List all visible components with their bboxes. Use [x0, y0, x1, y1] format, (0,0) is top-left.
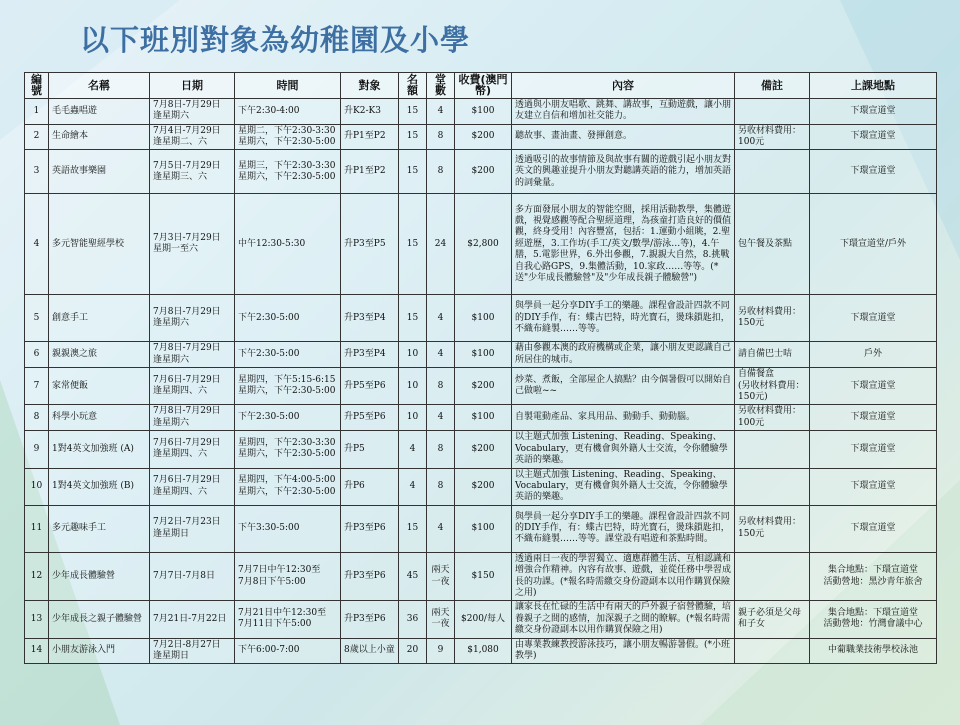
course-sessions: 8 — [427, 368, 455, 405]
course-date: 7月6日-7月29日 逢星期四、六 — [150, 368, 235, 405]
course-number: 11 — [25, 505, 49, 552]
course-content: 透過與小朋友唱歌、跳舞、講故事，互動遊戲，讓小朋友建立自信和增加社交能力。 — [512, 98, 735, 124]
course-target: 升P5 — [341, 431, 399, 468]
header-location: 上課地點 — [810, 73, 937, 99]
course-time: 中午12:30-5:30 — [235, 194, 341, 295]
course-target: 升P3至P4 — [341, 295, 399, 342]
course-location: 集合地點：下環宣道堂 活動營地：竹灣會議中心 — [810, 601, 937, 638]
course-sessions: 8 — [427, 431, 455, 468]
course-sessions: 兩天一夜 — [427, 552, 455, 601]
course-location: 下環宣道堂 — [810, 368, 937, 405]
course-date: 7月8日-7月29日 逢星期六 — [150, 295, 235, 342]
course-location: 下環宣道堂 — [810, 505, 937, 552]
course-fee: $100 — [455, 405, 512, 431]
table-row — [25, 638, 937, 664]
course-number: 9 — [25, 431, 49, 468]
course-note: 另收材料費用：100元 — [735, 405, 810, 431]
course-quota: 15 — [399, 150, 427, 194]
course-quota: 4 — [399, 468, 427, 505]
course-note — [735, 150, 810, 194]
course-fee: $2,800 — [455, 194, 512, 295]
course-number: 10 — [25, 468, 49, 505]
course-name: 親親澳之旅 — [49, 342, 150, 368]
course-sessions: 8 — [427, 150, 455, 194]
course-number: 13 — [25, 601, 49, 638]
course-sessions: 4 — [427, 505, 455, 552]
course-fee: $100 — [455, 342, 512, 368]
course-content: 與學員一起分享DIY手工的樂趣。課程會設計四款不同的DIY手作，有：蝶古巴特，時光寶石，燙珠鎖匙扣，不織布縫製……等等。課堂設有唱遊和茶點時間。 — [512, 505, 735, 552]
course-quota: 10 — [399, 405, 427, 431]
course-location: 下環宣道堂 — [810, 124, 937, 150]
header-note: 備註 — [735, 73, 810, 99]
course-quota: 20 — [399, 638, 427, 664]
course-quota: 15 — [399, 124, 427, 150]
course-content: 以主題式加強 Listening、Reading、Speaking、Vocabulary，更有機會與外籍人士交流，令你體驗學英語的樂趣。 — [512, 431, 735, 468]
header-no: 編號 — [25, 73, 49, 99]
course-name: 毛毛蟲唱遊 — [49, 98, 150, 124]
course-fee: $200 — [455, 124, 512, 150]
course-target: 升P3至P4 — [341, 342, 399, 368]
course-sessions: 4 — [427, 98, 455, 124]
course-name: 少年成長體驗營 — [49, 552, 150, 601]
course-note — [735, 552, 810, 601]
course-quota: 10 — [399, 342, 427, 368]
course-date: 7月2日-7月23日 逢星期日 — [150, 505, 235, 552]
course-name: 英語故事樂園 — [49, 150, 150, 194]
course-number: 8 — [25, 405, 49, 431]
course-target: 升P1至P2 — [341, 124, 399, 150]
course-sessions: 4 — [427, 295, 455, 342]
course-time: 7月7日中午12:30至 7月8日下午5:00 — [235, 552, 341, 601]
course-fee: $1,080 — [455, 638, 512, 664]
course-location: 下環宣道堂 — [810, 98, 937, 124]
course-date: 7月21日-7月22日 — [150, 601, 235, 638]
course-number: 7 — [25, 368, 49, 405]
table-row — [25, 468, 937, 505]
table-row — [25, 98, 937, 124]
table-row — [25, 601, 937, 638]
course-name: 家常便飯 — [49, 368, 150, 405]
course-sessions: 8 — [427, 124, 455, 150]
table-body — [25, 98, 937, 664]
course-target: 升P5至P6 — [341, 405, 399, 431]
course-fee: $100 — [455, 505, 512, 552]
course-number: 14 — [25, 638, 49, 664]
course-number: 4 — [25, 194, 49, 295]
course-name: 科學小玩意 — [49, 405, 150, 431]
course-note: 包午餐及茶點 — [735, 194, 810, 295]
course-schedule-table — [24, 72, 937, 664]
course-location: 中葡職業技術學校泳池 — [810, 638, 937, 664]
course-date: 7月7日-7月8日 — [150, 552, 235, 601]
course-date: 7月8日-7月29日 逢星期六 — [150, 342, 235, 368]
table-row — [25, 150, 937, 194]
table-row — [25, 505, 937, 552]
course-quota: 15 — [399, 505, 427, 552]
course-target: 升K2-K3 — [341, 98, 399, 124]
course-quota: 36 — [399, 601, 427, 638]
course-time: 下午2:30-4:00 — [235, 98, 341, 124]
course-name: 多元智能聖經學校 — [49, 194, 150, 295]
course-target: 升P3至P5 — [341, 194, 399, 295]
course-note: 親子必須是父母和子女 — [735, 601, 810, 638]
course-time: 下午2:30-5:00 — [235, 405, 341, 431]
course-sessions: 兩天一夜 — [427, 601, 455, 638]
course-note: 請自備巴士咭 — [735, 342, 810, 368]
course-location: 下環宣道堂 — [810, 405, 937, 431]
course-content: 炒菜、煮飯，全部屋企人搞點？由今個暑假可以開始自己做啦~~ — [512, 368, 735, 405]
course-fee: $200/每人 — [455, 601, 512, 638]
table-row — [25, 405, 937, 431]
course-time: 星期四，下午2:30-3:30 星期六，下午2:30-5:00 — [235, 431, 341, 468]
course-quota: 15 — [399, 98, 427, 124]
header-sessions: 堂數 — [427, 73, 455, 99]
course-name: 小朋友游泳入門 — [49, 638, 150, 664]
course-quota: 45 — [399, 552, 427, 601]
table-row — [25, 368, 937, 405]
course-note — [735, 468, 810, 505]
table-row — [25, 124, 937, 150]
course-time: 星期三，下午2:30-3:30 星期六，下午2:30-5:00 — [235, 150, 341, 194]
course-time: 星期二，下午2:30-3:30 星期六，下午2:30-5:00 — [235, 124, 341, 150]
course-note — [735, 98, 810, 124]
course-content: 聽故事、畫油畫、發揮創意。 — [512, 124, 735, 150]
course-date: 7月2日-8月27日 逢星期日 — [150, 638, 235, 664]
course-target: 升P3至P6 — [341, 505, 399, 552]
course-fee: $100 — [455, 295, 512, 342]
table-row — [25, 342, 937, 368]
course-name: 生命繪本 — [49, 124, 150, 150]
header-date: 日期 — [150, 73, 235, 99]
course-date: 7月4日-7月29日 逢星期二、六 — [150, 124, 235, 150]
course-note: 另收材料費用：150元 — [735, 295, 810, 342]
course-location: 下環宣道堂/戶外 — [810, 194, 937, 295]
course-target: 升P1至P2 — [341, 150, 399, 194]
course-time: 7月21日中午12:30至 7月11日下午5:00 — [235, 601, 341, 638]
course-sessions: 4 — [427, 342, 455, 368]
header-name: 名稱 — [49, 73, 150, 99]
course-number: 1 — [25, 98, 49, 124]
course-content: 透過吸引的故事情節及與故事有關的遊戲引起小朋友對英文的興趣並提升小朋友對聽講英語的能力，增加英語的詞彙量。 — [512, 150, 735, 194]
course-target: 8歲以上小童 — [341, 638, 399, 664]
header-quota: 名額 — [399, 73, 427, 99]
course-date: 7月6日-7月29日 逢星期四、六 — [150, 431, 235, 468]
header-fee: 收費(澳門幣) — [455, 73, 512, 99]
course-date: 7月3日-7月29日 星期一至六 — [150, 194, 235, 295]
course-content: 藉由參觀本澳的政府機構或企業，讓小朋友更認識自己所居住的城市。 — [512, 342, 735, 368]
table-row — [25, 194, 937, 295]
table-row — [25, 552, 937, 601]
course-note: 另收材料費用：100元 — [735, 124, 810, 150]
table-header-row — [25, 73, 937, 99]
course-note: 另收材料費用：150元 — [735, 505, 810, 552]
course-quota: 15 — [399, 295, 427, 342]
course-target: 升P3至P6 — [341, 601, 399, 638]
course-location: 下環宣道堂 — [810, 150, 937, 194]
course-content: 讓家長在忙碌的生活中有兩天的戶外親子宿營體驗，培養親子之間的感情，加深親子之間的瞭解。(*報名時需繳交身份證副本以用作購買保險之用) — [512, 601, 735, 638]
course-time: 下午2:30-5:00 — [235, 342, 341, 368]
course-name: 1對4英文加強班 (A) — [49, 431, 150, 468]
course-fee: $200 — [455, 431, 512, 468]
course-number: 2 — [25, 124, 49, 150]
course-date: 7月5日-7月29日 逢星期三、六 — [150, 150, 235, 194]
course-date: 7月6日-7月29日 逢星期四、六 — [150, 468, 235, 505]
course-location: 集合地點：下環宣道堂 活動營地：黑沙青年旅舍 — [810, 552, 937, 601]
course-name: 創意手工 — [49, 295, 150, 342]
course-time: 下午3:30-5:00 — [235, 505, 341, 552]
course-number: 3 — [25, 150, 49, 194]
course-content: 自製電動產品、家具用品、動動手、動動腦。 — [512, 405, 735, 431]
course-number: 6 — [25, 342, 49, 368]
course-quota: 10 — [399, 368, 427, 405]
course-time: 下午6:00-7:00 — [235, 638, 341, 664]
header-time: 時間 — [235, 73, 341, 99]
course-quota: 4 — [399, 431, 427, 468]
course-sessions: 4 — [427, 405, 455, 431]
course-target: 升P6 — [341, 468, 399, 505]
course-name: 多元趣味手工 — [49, 505, 150, 552]
page-title: 以下班別對象為幼稚園及小學 — [80, 23, 471, 57]
course-date: 7月8日-7月29日 逢星期六 — [150, 98, 235, 124]
course-fee: $200 — [455, 368, 512, 405]
table-row — [25, 431, 937, 468]
course-location: 戶外 — [810, 342, 937, 368]
course-sessions: 24 — [427, 194, 455, 295]
course-target: 升P3至P6 — [341, 552, 399, 601]
course-content: 多方面發展小朋友的智能空間，採用活動教學，集體遊戲，視覺感觀等配合聖經道理，為孩童打造良好的價值觀，終身受用！內容豐富，包括：1.運動小組眺，2.聖經遊歷，3.工作坊(手工/英文/數學/游泳…等)，4.午膳，5.電影世界，6.外出參觀，7.親親大自然，8.挑戰自我心路GPS，9.集體活動，10.家政……等等。(*送"少年成長體驗營"及"少年成長親子體驗營") — [512, 194, 735, 295]
course-note — [735, 638, 810, 664]
course-time: 下午2:30-5:00 — [235, 295, 341, 342]
course-fee: $200 — [455, 150, 512, 194]
header-target: 對象 — [341, 73, 399, 99]
course-fee: $150 — [455, 552, 512, 601]
table-row — [25, 295, 937, 342]
course-content: 透過兩日一夜的學習獨立、適應群體生活、互相認識和增強合作精神。內容有故事、遊戲，並從任務中學習成長的功課。(*報名時需繳交身份證副本以用作購買保險之用) — [512, 552, 735, 601]
course-number: 5 — [25, 295, 49, 342]
course-time: 星期四，下午4:00-5:00 星期六，下午2:30-5:00 — [235, 468, 341, 505]
course-quota: 15 — [399, 194, 427, 295]
course-note: 自備餐盒 (另收材料費用：150元) — [735, 368, 810, 405]
course-location: 下環宣道堂 — [810, 468, 937, 505]
course-location: 下環宣道堂 — [810, 295, 937, 342]
course-time: 星期四，下午5:15-6:15 星期六，下午2:30-5:00 — [235, 368, 341, 405]
course-fee: $200 — [455, 468, 512, 505]
course-target: 升P5至P6 — [341, 368, 399, 405]
course-content: 以主題式加強 Listening、Reading、Speaking、Vocabulary，更有機會與外籍人士交流，令你體驗學英語的樂趣。 — [512, 468, 735, 505]
course-sessions: 9 — [427, 638, 455, 664]
header-content: 內容 — [512, 73, 735, 99]
course-content: 由專業教練教授游泳技巧，讓小朋友暢游暑假。(*小班教學) — [512, 638, 735, 664]
course-fee: $100 — [455, 98, 512, 124]
course-sessions: 8 — [427, 468, 455, 505]
course-content: 與學員一起分享DIY手工的樂趣。課程會設計四款不同的DIY手作，有：蝶古巴特，時光寶石，燙珠鎖匙扣，不織布縫製……等等。 — [512, 295, 735, 342]
course-location: 下環宣道堂 — [810, 431, 937, 468]
course-number: 12 — [25, 552, 49, 601]
course-date: 7月8日-7月29日 逢星期六 — [150, 405, 235, 431]
course-name: 少年成長之親子體驗營 — [49, 601, 150, 638]
course-name: 1對4英文加強班 (B) — [49, 468, 150, 505]
course-note — [735, 431, 810, 468]
